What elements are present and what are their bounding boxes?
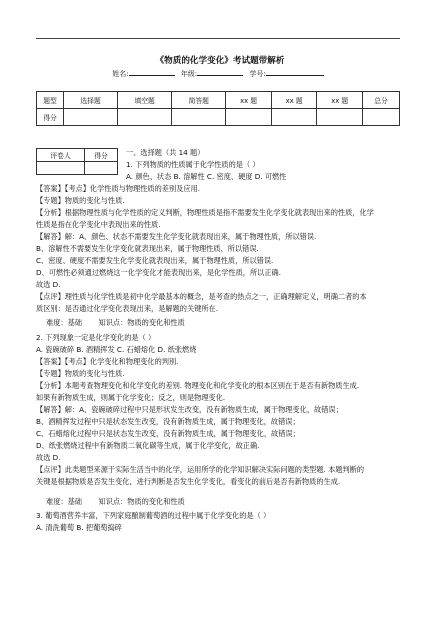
analysis-line: 性质是指在化学变化中表现出来的性质.	[36, 220, 161, 229]
question-text: 3. 葡萄酒营养丰富，下列家庭酿制葡萄酒的过程中属于化学变化的是（ ）	[36, 511, 271, 520]
name-blank[interactable]	[129, 68, 175, 76]
id-label: 学号:	[249, 70, 266, 78]
solution-line: D、纸张燃烧过程中有新物质二氧化碳等生成，属于化学变化，故正确.	[36, 441, 260, 450]
difficulty-label: 难度：基础	[46, 497, 82, 506]
knowledge-label: 知识点：物质的变化和性质	[98, 497, 185, 506]
page-title: 《物质的化学变化》考试题带解析	[155, 56, 285, 66]
solution-line: C、石蜡熔化过程中只是状态发生改变，没有新物质生成，属于物理变化，故错误；	[36, 429, 300, 438]
comment-line: 关键是根据物质是否发生变化，进行判断是否发生化学变化，看变化的前后是否有新物质的生成.	[36, 477, 341, 486]
question-3	[36, 510, 408, 534]
score-cell[interactable]	[226, 109, 272, 126]
solution-line: B、酒精挥发过程中只是状态发生改变，没有新物质生成，属于物理变化，故错误；	[36, 417, 300, 426]
score-header-cell: 题型	[37, 92, 64, 109]
topic-line: 【专题】物质的变化与性质.	[36, 369, 125, 378]
score-value-row	[37, 109, 400, 126]
answer-line: 【答案】【考点】化学性质与物理性质的差别及应用.	[36, 184, 200, 193]
score-row-label: 得分	[37, 109, 64, 126]
score-cell[interactable]	[172, 109, 226, 126]
answer-line: 【答案】【考点】化学变化和物理变化的判别.	[36, 357, 179, 366]
score-cell[interactable]	[64, 109, 118, 126]
score-header-cell: 选择题	[64, 92, 118, 109]
score-header-row	[37, 92, 400, 109]
question-options: A. 清洗葡萄 B. 把葡萄捣碎	[36, 523, 122, 532]
id-blank[interactable]	[266, 68, 324, 76]
question-2	[36, 332, 408, 488]
score-header-cell: 简答题	[172, 92, 226, 109]
solution-line: B、溶解性不需要发生化学变化就表现出来，属于物理性质，所以错误.	[36, 244, 259, 253]
knowledge-label: 知识点：物质的变化和性质	[98, 318, 185, 327]
score-cell[interactable]	[317, 109, 363, 126]
question-1	[36, 147, 408, 315]
score-table	[36, 91, 400, 126]
score-cell[interactable]	[363, 109, 400, 126]
score-header-cell: xx 题	[226, 92, 272, 109]
score-header-cell: xx 题	[317, 92, 363, 109]
question-options: A. 颜色、状态 B. 溶解性 C. 密度、硬度 D. 可燃性	[126, 172, 287, 181]
meta-line	[36, 317, 408, 329]
grader-label: 评卷人	[37, 149, 85, 162]
score-cell[interactable]	[118, 109, 172, 126]
solution-line: C、密度、硬度不需要发生化学变化就表现出来，属于物理性质，所以错误.	[36, 256, 274, 265]
header-rule	[36, 38, 400, 39]
solution-line: 故选 D.	[36, 280, 61, 289]
score-cell[interactable]	[271, 109, 317, 126]
question-1-meta	[36, 317, 408, 329]
comment-line: 质区别：是否通过化学变化表现出来，是解题的关键所在.	[36, 304, 218, 313]
score-header-cell: 总分	[363, 92, 400, 109]
comment-line: 【点评】理性质与化学性质是初中化学最基本的概念，是考查的热点之一，正确理解定义，明确二者的本	[36, 292, 367, 301]
solution-line: D、可燃性必须通过燃烧这一化学变化才能表现出来，是化学性质，所以正确.	[36, 268, 282, 277]
section-heading: 一、选择题（共 14 题）	[126, 148, 205, 157]
question-2-meta	[36, 496, 408, 508]
solution-line: 【解答】解：A、瓷碗破碎过程中只是形状发生改变，没有新物质生成，属于物理变化，故错误；	[36, 405, 343, 414]
question-text: 2. 下列现象一定是化学变化的是（ ）	[36, 333, 156, 342]
question-options: A. 瓷碗破碎 B. 酒精挥发 C. 石蜡熔化 D. 纸张燃烧	[36, 345, 197, 354]
difficulty-label: 难度：基础	[46, 318, 82, 327]
comment-line: 【点评】此类题型来源于实际生活当中的化学，运用所学的化学知识解决实际问题的类型题. 本题判断的	[36, 465, 365, 474]
analysis-line: 如果有新物质生成，则属于化学变化；反之，则是物理变化.	[36, 393, 226, 402]
score-header-cell: 填空题	[118, 92, 172, 109]
score-header-cell: xx 题	[271, 92, 317, 109]
meta-line	[36, 496, 408, 508]
name-label: 姓名:	[112, 70, 129, 78]
question-text: 1. 下列物质的性质属于化学性质的是（ ）	[126, 160, 260, 169]
solution-line: 故选 D.	[36, 453, 61, 462]
analysis-line: 【分析】本题考查物理变化和化学变化的差别. 物理变化和化学变化的根本区别在于是否有新物质生成.	[36, 381, 360, 390]
student-info-row	[0, 68, 440, 79]
topic-line: 【专题】物质的变化与性质.	[36, 196, 125, 205]
class-label: 年级:	[180, 70, 198, 78]
grader-score-label: 得分	[85, 149, 118, 162]
class-blank[interactable]	[197, 68, 243, 76]
analysis-line: 【分析】根据物理性质与化学性质的定义判断，物理性质是指不需要发生化学变化就表现出来的性质，化学	[36, 208, 374, 217]
solution-line: 【解答】解：A、颜色、状态不需要发生化学变化就表现出来，属于物理性质，所以错误.	[36, 232, 317, 241]
